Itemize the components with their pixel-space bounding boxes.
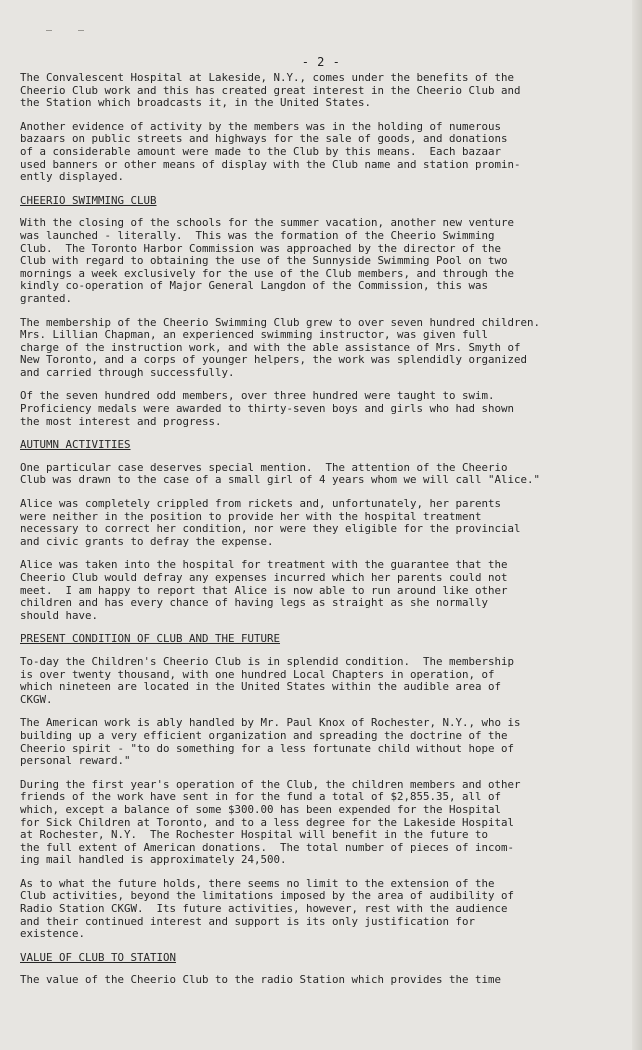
section-heading: PRESENT CONDITION OF CLUB AND THE FUTURE [20,632,281,646]
text-line: ently displayed. [20,170,125,184]
text-line: the full extent of American donations. The total number of pieces of incom- [20,840,515,854]
section-heading: AUTUMN ACTIVITIES [20,438,131,452]
text-line: As to what the future holds, there seems no limit to the extension of the [20,876,495,890]
paragraph [20,121,625,184]
paragraph [20,72,625,110]
text-line: mornings a week exclusively for the use of the Club members, and through the [20,266,515,280]
paragraph [20,462,625,487]
text-line: Club was drawn to the case of a small girl of 4 years whom we will call "Alice." [20,473,541,487]
text-line: personal reward." [20,754,131,768]
paper-speck [46,30,52,34]
text-line: kindly co-operation of Major General Langdon of the Commission, this was [20,279,489,293]
paragraph [20,217,625,305]
text-line: and civic grants to defray the expense. [20,534,274,548]
text-line: Cheerio spirit - "to do something for a less fortunate child without hope of [20,741,515,755]
text-line: The Convalescent Hospital at Lakeside, N.Y., comes under the benefits of the [20,71,515,84]
text-line: Cheerio Club work and this has created great interest in the Cheerio Club and [20,83,521,97]
text-line: bazaars on public streets and highways for the sale of goods, and donations [20,132,508,146]
text-line: Another evidence of activity by the members was in the holding of numerous [20,119,502,133]
text-line: Proficiency medals were awarded to thirty-seven boys and girls who had shown [20,402,515,416]
section-heading: VALUE OF CLUB TO STATION [20,950,177,964]
text-line: meet. I am happy to report that Alice is now able to run around like other [20,583,508,597]
text-line: which, except a balance of some $300.00 has been expended for the Hospital [20,802,502,816]
text-line: New Toronto, and a corps of younger helpers, the work was splendidly organized [20,353,528,367]
paragraph [20,717,625,767]
text-line: To-day the Children's Cheerio Club is in splendid condition. The membership [20,654,515,668]
text-line: the most interest and progress. [20,414,222,428]
text-line: ing mail handled is approximately 24,500. [20,853,287,867]
text-line: With the closing of the schools for the summer vacation, another new venture [20,216,515,230]
text-line: The American work is ably handled by Mr. Paul Knox of Rochester, N.Y., who is [20,716,521,730]
text-line: Mrs. Lillian Chapman, an experienced swimming instructor, was given full [20,328,489,342]
text-line: of a considerable amount were made to the Club by this means. Each bazaar [20,144,502,158]
text-line: is over twenty thousand, with one hundred Local Chapters in operation, of [20,667,495,681]
paragraph [20,878,625,941]
paragraph [20,559,625,622]
text-line: used banners or other means of display with the Club name and station promin- [20,157,521,171]
text-line: granted. [20,291,73,305]
section-heading: CHEERIO SWIMMING CLUB [20,193,157,207]
text-line: The membership of the Cheerio Swimming Club grew to over seven hundred children. [20,315,541,329]
text-line: existence. [20,927,86,941]
text-line: Cheerio Club would defray any expenses incurred which her parents could not [20,571,508,584]
text-line: Radio Station CKGW. Its future activities, however, rest with the audience [20,902,508,916]
text-line: for Sick Children at Toronto, and to a less degree for the Lakeside Hospital [20,815,515,829]
text-line: Club with regard to obtaining the use of the Sunnyside Swimming Pool on two [20,254,508,268]
page-number: - 2 - [301,55,341,69]
text-line: at Rochester, N.Y. The Rochester Hospital will benefit in the future to [20,828,489,842]
text-line: building up a very efficient organization and spreading the doctrine of the [20,728,508,742]
text-line: friends of the work have sent in for the fund a total of $2,855.35, all of [20,790,502,804]
text-line: children and has every chance of having legs as straight as she normally [20,596,489,610]
text-line: necessary to correct her condition, nor were they eligible for the provincial [20,522,521,536]
paragraph [20,498,625,548]
text-line: and carried through successfully. [20,365,235,379]
text-line: was launched - literally. This was the formation of the Cheerio Swimming [20,228,495,242]
text-line: One particular case deserves special mention. The attention of the Cheerio [20,460,508,474]
paragraph [20,779,625,867]
text-line: the Station which broadcasts it, in the United States. [20,96,372,110]
text-line: were neither in the position to provide her with the hospital treatment [20,509,482,523]
text-line: should have. [20,608,99,622]
paragraph [20,656,625,706]
paper-edge-shadow [632,0,642,1050]
text-line: which nineteen are located in the United States within the audible area of [20,680,502,694]
text-line: During the first year's operation of the Club, the children members and other [20,777,521,791]
text-line: Of the seven hundred odd members, over three hundred were taught to swim. [20,389,495,403]
paragraph [20,390,625,428]
text-line: and their continued interest and support is its only justification for [20,914,476,928]
paragraph [20,974,625,987]
text-line: Club. The Toronto Harbor Commission was approached by the director of the [20,241,502,255]
paragraph [20,317,625,380]
paper-speck [78,30,84,34]
text-line: Alice was taken into the hospital for treatment with the guarantee that the [20,558,508,572]
text-line: Club activities, beyond the limitations imposed by the area of audibility of [20,889,515,903]
document-body [20,72,625,998]
text-line: charge of the instruction work, and with the able assistance of Mrs. Smyth of [20,340,521,354]
text-line: The value of the Cheerio Club to the radio Station which provides the time [20,973,502,987]
text-line: Alice was completely crippled from rickets and, unfortunately, her parents [20,497,502,511]
text-line: CKGW. [20,692,53,706]
